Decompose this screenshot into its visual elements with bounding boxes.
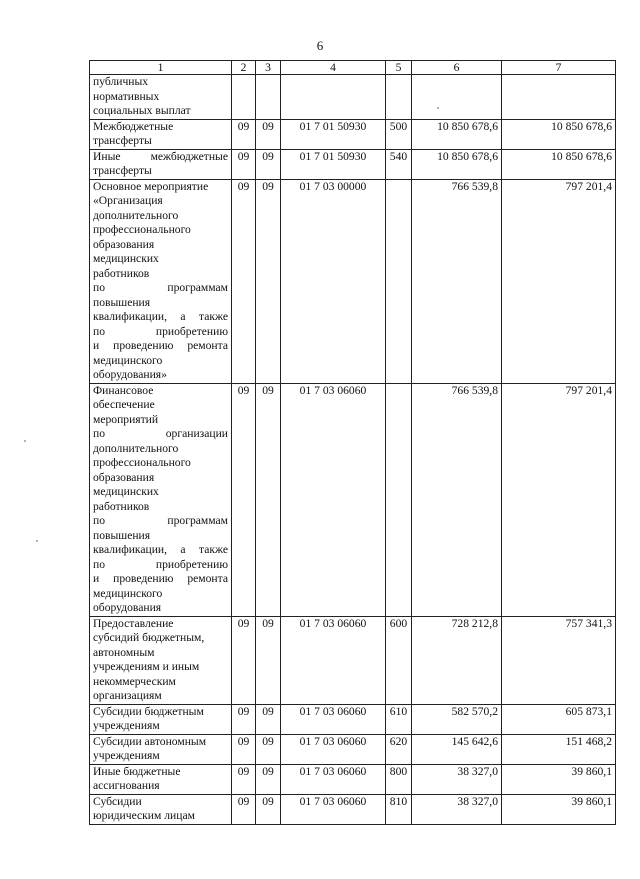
target-article-code-cell: 01 7 03 06060 <box>281 704 386 734</box>
row-name-line: образования <box>93 470 155 484</box>
row-name-line: Субсидии бюджетным <box>93 704 204 718</box>
section-code-cell: 09 <box>232 149 256 179</box>
amount-year-1-cell: 10 850 678,6 <box>412 119 502 149</box>
subsection-code-cell: 09 <box>256 734 281 764</box>
target-article-code-cell: 01 7 03 06060 <box>281 764 386 794</box>
row-name-line: медицинских <box>93 485 159 498</box>
row-name-line: Иные межбюджетные <box>93 149 228 163</box>
amount-year-1-cell: 766 539,8 <box>412 383 502 616</box>
subsection-code-cell: 09 <box>256 764 281 794</box>
table-row <box>90 383 616 616</box>
column-header: 4 <box>281 61 386 75</box>
row-name-cell <box>90 179 232 383</box>
row-name-cell <box>90 75 232 120</box>
subsection-code-cell <box>256 75 281 120</box>
table-row <box>90 119 616 149</box>
amount-year-2-cell: 10 850 678,6 <box>502 119 616 149</box>
expense-type-code-cell: 540 <box>386 149 412 179</box>
row-name-line: образования <box>93 237 155 251</box>
subsection-code-cell: 09 <box>256 149 281 179</box>
row-name-cell <box>90 764 232 794</box>
amount-year-1-cell: 582 570,2 <box>412 704 502 734</box>
section-code-cell: 09 <box>232 616 256 704</box>
expense-type-code-cell <box>386 383 412 616</box>
row-name-line: учреждениям <box>93 719 160 732</box>
expense-type-code-cell: 620 <box>386 734 412 764</box>
row-name-line: и проведению ремонта <box>93 572 228 585</box>
row-name-cell <box>90 119 232 149</box>
page-number: 6 <box>316 38 324 53</box>
row-name-cell <box>90 734 232 764</box>
row-name-line: Предоставление <box>93 616 174 630</box>
target-article-code-cell <box>281 75 386 120</box>
row-name-line: «Организация <box>93 194 163 207</box>
target-article-code-cell: 01 7 03 06060 <box>281 616 386 704</box>
row-name-cell <box>90 794 232 824</box>
table-row <box>90 794 616 824</box>
amount-year-1-cell: 38 327,0 <box>412 794 502 824</box>
amount-year-2-cell: 151 468,2 <box>502 734 616 764</box>
row-name-line: Основное мероприятие <box>93 179 209 193</box>
row-name-line: учреждениям <box>93 749 160 762</box>
amount-year-1-cell <box>412 75 502 120</box>
row-name-line: медицинского <box>93 586 163 600</box>
subsection-code-cell: 09 <box>256 179 281 383</box>
row-name-line: работников <box>93 266 150 280</box>
row-name-line: Субсидии <box>93 794 142 808</box>
scan-speck <box>437 107 439 109</box>
row-name-line: по приобретению <box>93 324 228 338</box>
scan-speck <box>36 540 38 542</box>
expense-type-code-cell <box>386 179 412 383</box>
column-header: 1 <box>90 61 232 75</box>
scan-speck <box>24 440 26 442</box>
row-name-line: учреждениям и иным <box>93 660 200 673</box>
row-name-line: ассигнования <box>93 779 160 792</box>
expense-type-code-cell: 500 <box>386 119 412 149</box>
section-code-cell: 09 <box>232 704 256 734</box>
row-name-line: работников <box>93 499 150 513</box>
section-code-cell: 09 <box>232 383 256 616</box>
row-name-line: Межбюджетные <box>93 119 174 133</box>
amount-year-2-cell: 10 850 678,6 <box>502 149 616 179</box>
row-name-line: социальных выплат <box>93 104 191 117</box>
row-name-line: Иные бюджетные <box>93 764 181 778</box>
amount-year-1-cell: 728 212,8 <box>412 616 502 704</box>
row-name-line: нормативных <box>93 89 160 103</box>
subsection-code-cell: 09 <box>256 704 281 734</box>
target-article-code-cell: 01 7 03 00000 <box>281 179 386 383</box>
row-name-line: профессионального <box>93 456 191 469</box>
table-row <box>90 149 616 179</box>
row-name-line: Финансовое <box>93 383 154 397</box>
row-name-line: по организации <box>93 427 228 440</box>
table-row <box>90 75 616 120</box>
row-name-line: профессионального <box>93 223 191 236</box>
section-code-cell: 09 <box>232 119 256 149</box>
amount-year-2-cell: 797 201,4 <box>502 179 616 383</box>
row-name-line: трансферты <box>93 134 152 147</box>
row-name-line: организациям <box>93 689 162 702</box>
amount-year-2-cell <box>502 75 616 120</box>
amount-year-2-cell: 757 341,3 <box>502 616 616 704</box>
row-name-cell <box>90 149 232 179</box>
header-row <box>90 61 616 75</box>
section-code-cell: 09 <box>232 794 256 824</box>
row-name-line: повышения <box>93 528 151 542</box>
row-name-line: квалификации, а также <box>93 310 228 323</box>
row-name-line: медицинских <box>93 252 159 265</box>
amount-year-1-cell: 38 327,0 <box>412 764 502 794</box>
row-name-line: оборудования» <box>93 368 167 381</box>
budget-table <box>89 60 616 825</box>
amount-year-1-cell: 766 539,8 <box>412 179 502 383</box>
expense-type-code-cell: 600 <box>386 616 412 704</box>
table-row <box>90 764 616 794</box>
table-row <box>90 179 616 383</box>
column-header: 3 <box>256 61 281 75</box>
target-article-code-cell: 01 7 01 50930 <box>281 149 386 179</box>
row-name-line: медицинского <box>93 353 163 367</box>
amount-year-2-cell: 605 873,1 <box>502 704 616 734</box>
row-name-line: по программам <box>93 514 228 527</box>
row-name-line: повышения <box>93 295 151 309</box>
row-name-cell <box>90 616 232 704</box>
section-code-cell: 09 <box>232 179 256 383</box>
row-name-line: обеспечение <box>93 398 155 411</box>
row-name-line: мероприятий <box>93 412 159 426</box>
expense-type-code-cell: 810 <box>386 794 412 824</box>
amount-year-2-cell: 797 201,4 <box>502 383 616 616</box>
expense-type-code-cell: 610 <box>386 704 412 734</box>
table-row <box>90 616 616 704</box>
row-name-line: автономным <box>93 645 155 659</box>
column-header: 2 <box>232 61 256 75</box>
table-row <box>90 734 616 764</box>
row-name-line: по приобретению <box>93 557 228 571</box>
target-article-code-cell: 01 7 03 06060 <box>281 734 386 764</box>
subsection-code-cell: 09 <box>256 119 281 149</box>
amount-year-2-cell: 39 860,1 <box>502 764 616 794</box>
column-header: 7 <box>502 61 616 75</box>
row-name-line: квалификации, а также <box>93 543 228 556</box>
row-name-line: по программам <box>93 281 228 294</box>
row-name-line: некоммерческим <box>93 674 176 688</box>
column-header: 6 <box>412 61 502 75</box>
expense-type-code-cell: 800 <box>386 764 412 794</box>
row-name-line: Субсидии автономным <box>93 734 207 748</box>
section-code-cell: 09 <box>232 734 256 764</box>
table-row <box>90 704 616 734</box>
target-article-code-cell: 01 7 03 06060 <box>281 794 386 824</box>
subsection-code-cell: 09 <box>256 616 281 704</box>
row-name-line: трансферты <box>93 164 152 177</box>
row-name-cell <box>90 383 232 616</box>
expense-type-code-cell <box>386 75 412 120</box>
row-name-line: публичных <box>93 75 149 88</box>
row-name-line: субсидий бюджетным, <box>93 631 205 644</box>
subsection-code-cell: 09 <box>256 794 281 824</box>
section-code-cell <box>232 75 256 120</box>
row-name-line: и проведению ремонта <box>93 339 228 352</box>
row-name-line: дополнительного <box>93 208 179 222</box>
row-name-line: дополнительного <box>93 441 179 455</box>
target-article-code-cell: 01 7 03 06060 <box>281 383 386 616</box>
target-article-code-cell: 01 7 01 50930 <box>281 119 386 149</box>
row-name-line: юридическим лицам <box>93 809 195 822</box>
table-body <box>90 75 616 825</box>
section-code-cell: 09 <box>232 764 256 794</box>
amount-year-1-cell: 145 642,6 <box>412 734 502 764</box>
amount-year-1-cell: 10 850 678,6 <box>412 149 502 179</box>
column-header: 5 <box>386 61 412 75</box>
row-name-line: оборудования <box>93 601 162 614</box>
amount-year-2-cell: 39 860,1 <box>502 794 616 824</box>
subsection-code-cell: 09 <box>256 383 281 616</box>
row-name-cell <box>90 704 232 734</box>
